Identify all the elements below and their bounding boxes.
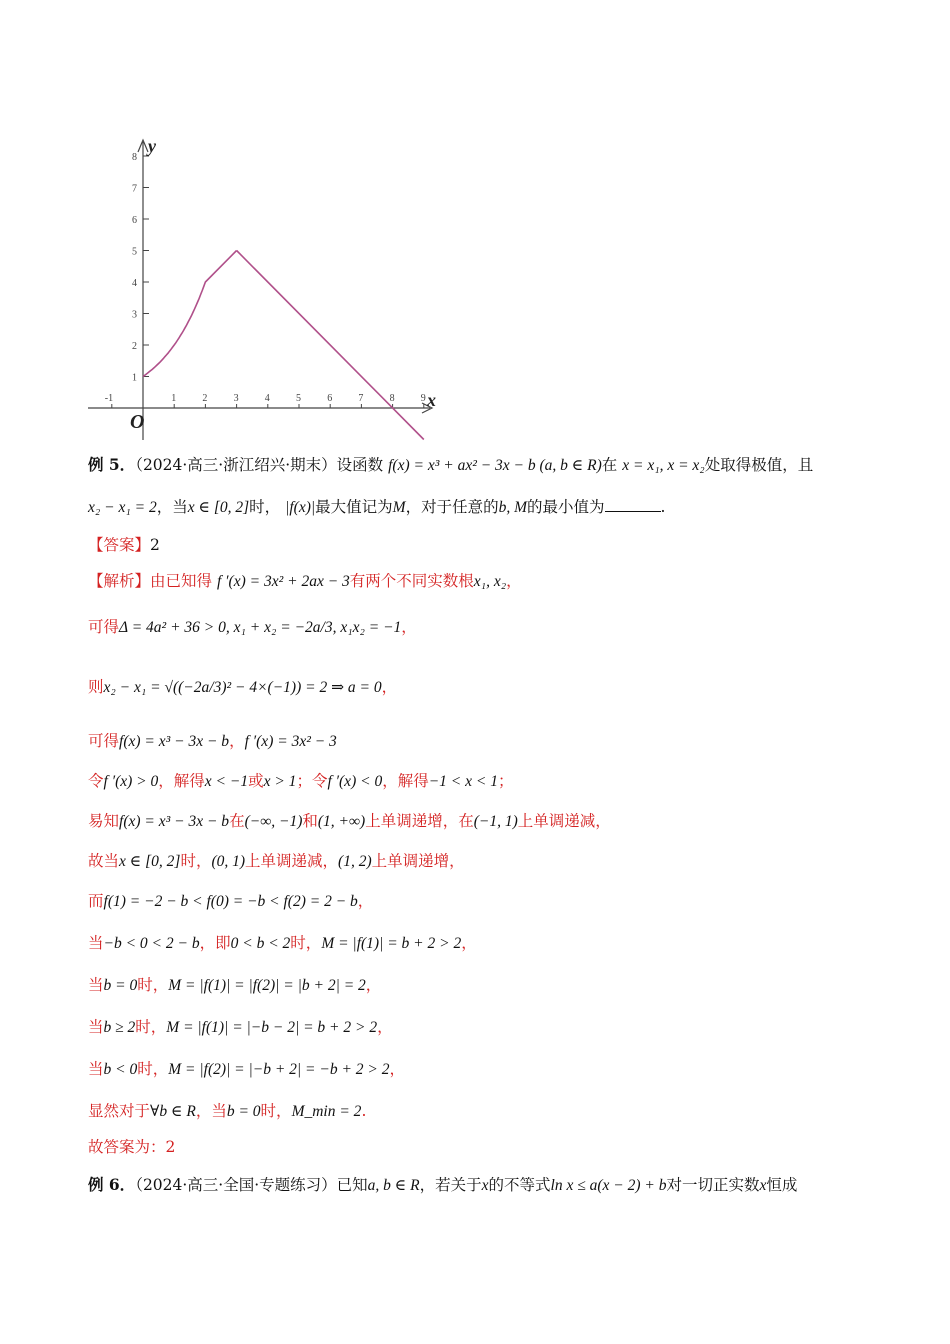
x-tick-label: 7 [358, 393, 364, 404]
x-tick-label: 1 [171, 393, 177, 404]
analysis-line-11 [88, 1016, 393, 1039]
x-tick-label: -1 [104, 393, 114, 404]
example-5-extrema: x = x₁, x = x₂ [622, 457, 705, 474]
math: f ′(x) < 0 [327, 773, 383, 790]
analysis-line-10 [88, 974, 381, 997]
math: Δ = 4a² + 36 > 0, x₁ + x₂ = −2a/3, x₁x₂ = −1 [119, 619, 402, 636]
math: x₂ − x₁ = √((−2a/3)² − 4×(−1)) = 2 ⇒ a = 0 [103, 679, 382, 696]
math: (1, +∞) [317, 813, 366, 830]
math: M = |f(1)| = |f(2)| = |b + 2| = 2 [168, 977, 366, 994]
text: 当 [88, 976, 104, 994]
math: x₁, x₂ [473, 573, 507, 590]
text: 对一切正实数 [666, 1176, 760, 1194]
text: 时， [249, 498, 281, 516]
text: ， [401, 618, 417, 636]
text: 而 [88, 892, 104, 910]
y-tick-label: 6 [132, 215, 137, 226]
text: ， [389, 1060, 406, 1078]
text: ， [377, 1018, 393, 1036]
math: x > 1 [263, 773, 297, 790]
text: 上单调递增， [371, 852, 465, 870]
text: 在 [229, 812, 245, 830]
text: 易知 [88, 812, 120, 830]
analysis-line-3 [88, 676, 397, 699]
text: 当 [88, 1060, 104, 1078]
x-tick-label: 5 [296, 393, 301, 404]
x-tick-label: 4 [264, 393, 270, 404]
analysis-line-13 [88, 1100, 366, 1123]
text: 故答案为：2 [88, 1138, 176, 1156]
y-axis [138, 140, 148, 440]
math: b < 0 [103, 1061, 138, 1078]
math: x [759, 1177, 767, 1194]
text: 上单调递减， [517, 812, 611, 830]
text: ， [229, 732, 245, 750]
math: −b < 0 < 2 − b [103, 935, 200, 952]
text: 的最小值为 [527, 498, 605, 516]
text: 可得 [88, 732, 120, 750]
text: ，当 [156, 498, 188, 516]
math: |f(x)| [285, 499, 316, 516]
example-5-function: f(x) = x³ + ax² − 3x − b (a, b ∈ R) [388, 457, 602, 474]
text: 令 [88, 772, 104, 790]
text: 由已知得 [150, 572, 213, 590]
text: 时， [137, 1060, 169, 1078]
text: ，对于任意的 [405, 498, 499, 516]
math: f ′(x) = 3x² − 3 [244, 733, 337, 750]
text: 当 [88, 1018, 104, 1036]
math: x [481, 1177, 489, 1194]
analysis-line-8 [88, 890, 373, 913]
math: (−∞, −1) [244, 813, 303, 830]
example-5-source: （2024·高三·浙江绍兴·期末）设函数 [135, 456, 384, 474]
answer-label: 【答案】 [88, 536, 151, 554]
math: a, b ∈ R [367, 1177, 420, 1194]
curve-linear-part [237, 251, 424, 440]
text: 故当 [88, 852, 120, 870]
answer-value: 2 [150, 536, 160, 554]
text: ，当 [195, 1102, 227, 1120]
y-tick-label: 4 [132, 278, 137, 289]
text: 上单调递减， [245, 852, 339, 870]
y-tick-label: 2 [132, 341, 137, 352]
text: 时， [135, 1018, 167, 1036]
math: b = 0 [226, 1103, 261, 1120]
x-axis-label: x [427, 390, 436, 410]
text: ； [497, 772, 514, 790]
analysis-line-7 [88, 850, 465, 873]
math: 0 < b < 2 [230, 935, 291, 952]
analysis-line-5 [88, 770, 513, 793]
math: M = |f(2)| = |−b + 2| = −b + 2 > 2 [168, 1061, 390, 1078]
math: M = |f(1)| = |−b − 2| = b + 2 > 2 [166, 1019, 378, 1036]
function-graph [82, 130, 452, 442]
answer-blank [605, 497, 661, 512]
example-6-line-1 [88, 1174, 797, 1197]
math: f ′(x) = 3x² + 2ax − 3 [216, 573, 350, 590]
text: 时， [137, 976, 169, 994]
math: f(x) = x³ − 3x − b [119, 813, 230, 830]
text: ， [461, 934, 477, 952]
text: 时， [260, 1102, 292, 1120]
x-ticks [105, 393, 426, 408]
math: ln x ≤ a(x − 2) + b [550, 1177, 667, 1194]
text: 有两个不同实数根 [349, 572, 474, 590]
analysis-line-12 [88, 1058, 405, 1081]
math: x < −1 [204, 773, 249, 790]
text: 和 [302, 812, 318, 830]
math: −1 < x < 1 [428, 773, 498, 790]
text: 最大值记为 [315, 498, 393, 516]
x-tick-label: 3 [233, 393, 239, 404]
math: x ∈ [0, 2] [119, 853, 181, 870]
y-tick-label: 1 [132, 372, 137, 384]
math: ∀b ∈ R [150, 1103, 196, 1120]
text: . [361, 1102, 367, 1120]
y-tick-label: 8 [132, 152, 137, 163]
text: ， [365, 976, 382, 994]
analysis-conclusion [88, 1136, 175, 1158]
y-axis-label: y [148, 136, 156, 156]
text: ，即 [199, 934, 231, 952]
y-ticks [132, 152, 149, 384]
x-tick-label: 9 [420, 393, 426, 404]
text: 当 [88, 934, 104, 952]
text: ，解得 [158, 772, 205, 790]
math: b = 0 [103, 977, 138, 994]
text: 则 [88, 678, 104, 696]
analysis-line-1 [88, 570, 522, 593]
math: (0, 1) [211, 853, 246, 870]
math: x ∈ [0, 2] [187, 499, 250, 516]
example-5-line-1 [88, 454, 813, 477]
analysis-label: 【解析】 [88, 572, 151, 590]
math: f ′(x) > 0 [103, 773, 159, 790]
text: 在 [601, 456, 618, 474]
curve-exponential-part [143, 251, 237, 377]
text: 可得 [88, 618, 120, 636]
text: ，若关于 [419, 1176, 482, 1194]
analysis-line-4 [88, 730, 337, 753]
text: 恒成 [766, 1176, 798, 1194]
math: b ≥ 2 [103, 1019, 136, 1036]
math: (−1, 1) [473, 813, 518, 830]
text: ， [506, 572, 522, 590]
example-5-label: 例 5． [88, 455, 136, 474]
text: 显然对于 [88, 1102, 151, 1120]
y-tick-label: 7 [132, 183, 137, 195]
math: M [392, 499, 406, 516]
math: M_min = 2 [291, 1103, 362, 1120]
math: M = |f(1)| = b + 2 > 2 [321, 935, 462, 952]
text: 上单调递增，在 [365, 812, 474, 830]
text: 处取得极值，且 [704, 456, 814, 474]
text: ， [357, 892, 374, 910]
x-tick-label: 2 [202, 393, 208, 404]
text: . [660, 498, 666, 516]
x-tick-label: 6 [327, 393, 333, 404]
math: f(x) = x³ − 3x − b [119, 733, 230, 750]
math: f(1) = −2 − b < f(0) = −b < f(2) = 2 − b [103, 893, 358, 910]
answer-line [88, 534, 160, 556]
y-tick-label: 5 [132, 246, 137, 258]
math: (1, 2) [338, 853, 372, 870]
math: b, M [498, 499, 528, 516]
text: 的不等式 [488, 1176, 551, 1194]
text: ；令 [296, 772, 328, 790]
analysis-line-9 [88, 932, 477, 955]
origin-label: O [130, 411, 145, 433]
text: 或 [248, 772, 264, 790]
y-tick-label: 3 [132, 309, 137, 321]
analysis-line-2 [88, 616, 417, 639]
example-5-line-2 [88, 496, 665, 519]
analysis-line-6 [88, 810, 611, 833]
text: ， [381, 678, 398, 696]
text: （2024·高三·全国·专题练习）已知 [135, 1176, 368, 1194]
math: x₂ − x₁ = 2 [88, 499, 157, 516]
example-6-label: 例 6． [88, 1175, 136, 1194]
text: 时， [290, 934, 322, 952]
x-tick-label: 8 [389, 393, 395, 404]
text: ，解得 [382, 772, 429, 790]
text: 时， [180, 852, 212, 870]
